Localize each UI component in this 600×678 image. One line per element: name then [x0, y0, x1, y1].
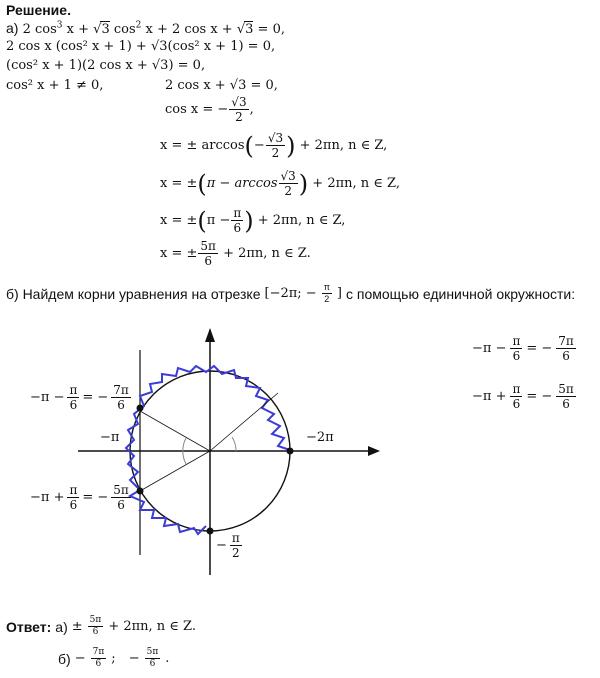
point-bottom — [207, 528, 214, 535]
equation-line-1: а) 2 $\cos^3 x + √3$ $\cos^2 x + 2$ cos x + √3 = 0, — [6, 20, 285, 37]
equation-line-3: (cos² x + 1)(2 cos x + √3) = 0, — [6, 58, 206, 73]
label-lower-point: −π + $\frac{\pi}{6}$ = − $\frac{5\pi}{6}$ — [30, 483, 129, 512]
equation-line-7: x = ± ( π − arccos $\frac{√3}{2}$ ) + 2πn, n ∈ Z, — [160, 169, 400, 198]
label-bottom-point: − $\frac{\pi}{2}$ — [216, 531, 240, 560]
right-formula-2: −π + $\frac{\pi}{6}$ = − $\frac{5\pi}{6}$ — [472, 382, 574, 411]
equation-line-5: cos x = − $\frac{√3}{2}$ , — [165, 95, 254, 124]
angle-arc-right — [232, 437, 236, 451]
part-a-label: а) — [6, 20, 19, 36]
equation-line-9: x = ± $\frac{5\pi}{6}$ + 2πn, n ∈ Z. — [160, 239, 311, 268]
y-axis-arrow — [205, 328, 215, 342]
radius-right — [210, 393, 278, 451]
label-upper-point: −π − $\frac{\pi}{6}$ = − $\frac{7\pi}{6}$ — [30, 383, 129, 412]
unit-circle-diagram — [0, 320, 400, 580]
equation-line-6: x = ± arccos ( − $\frac{√3}{2}$ ) + 2πn, n ∈ Z, — [160, 131, 388, 160]
point-lower — [137, 488, 144, 495]
scribble-upper — [126, 366, 290, 490]
equation-line-8: x = ± ( π − $\frac{\pi}{6}$ ) + 2πn, n ∈ Z, — [160, 206, 346, 235]
right-formula-1: −π − $\frac{\pi}{6}$ = − $\frac{7\pi}{6}$ — [472, 334, 574, 363]
label-neg-pi: −π — [100, 430, 120, 445]
radius-lower — [140, 451, 210, 491]
answer-line-a: Ответ: а) ± $\frac{5\pi}{6}$ + 2πn, n ∈ Z. — [6, 615, 196, 637]
radius-upper — [140, 411, 210, 451]
equation-line-4-right: 2 cos x + √3 = 0, — [165, 78, 278, 93]
scribble-lower — [130, 490, 206, 534]
solution-heading: Решение. — [6, 2, 71, 18]
x-axis-arrow — [368, 446, 380, 456]
equation-line-4-left: cos² x + 1 ≠ 0, — [6, 78, 104, 93]
point-zero — [287, 448, 294, 455]
answer-line-b: б) − $\frac{7\pi}{6}$ ; − $\frac{5\pi}{6}$ . — [58, 647, 170, 669]
part-b-sentence: б) Найдем корни уравнения на отрезке [−2π; − $\frac{\pi}{2}$ ] с помощью единичной окружности: — [6, 282, 576, 304]
equation-line-2: 2 cos x (cos² x + 1) + √3(cos² x + 1) = 0, — [6, 39, 276, 54]
label-neg-2pi: −2π — [306, 430, 334, 445]
point-upper — [137, 405, 144, 412]
